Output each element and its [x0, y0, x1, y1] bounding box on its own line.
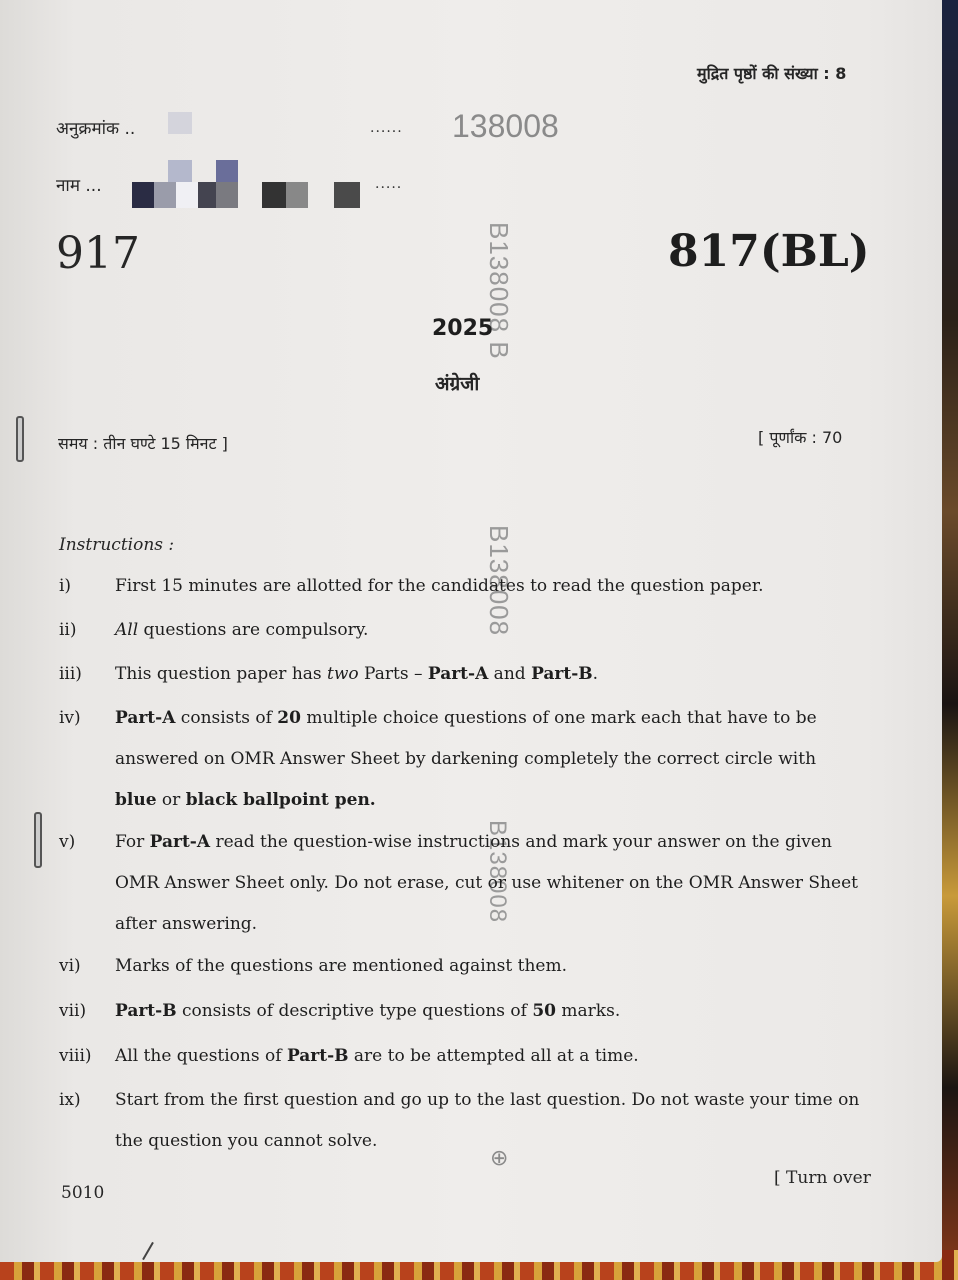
subject-title: अंग्रेजी: [435, 373, 480, 395]
instructions-heading: Instructions :: [59, 535, 175, 555]
maximum-marks: [ पूर्णांक : 70: [758, 428, 843, 447]
redacted-name-pixelation: [122, 160, 382, 210]
watermark-serial-bottom: B138008: [484, 820, 511, 924]
registration-mark-icon: ⊕: [490, 1146, 509, 1171]
roll-number-label: अनुक्रमांक ..: [56, 119, 136, 139]
instruction-text: Marks of the questions are mentioned against them.: [115, 956, 567, 976]
paper-code-left: 917: [56, 228, 140, 279]
name-label: नाम ...: [56, 176, 102, 196]
instruction-text: Start from the first question and go up to the last question. Do not waste your time on the question you cannot solve.: [115, 1090, 860, 1151]
instruction-number: iv): [59, 708, 81, 728]
watermark-serial-middle: B138008: [484, 525, 514, 637]
printed-pages-count: मुद्रित पृष्ठों की संख्या : 8: [697, 64, 847, 83]
instruction-number: v): [59, 832, 76, 852]
instruction-text: Part-A consists of 20 multiple choice questions of one mark each that have to be answered on OMR Answer Sheet by darkening completely the correct circle with blue or black ballpoint pen.: [115, 708, 817, 810]
instruction-text: Part-B consists of descriptive type questions of 50 marks.: [115, 1001, 621, 1021]
instruction-number: vii): [59, 1001, 87, 1021]
exam-year: 2025: [432, 316, 494, 341]
binding-staple-top: [16, 416, 24, 462]
pen-stroke-mark: [142, 1242, 154, 1260]
instruction-text: All questions are compulsory.: [115, 620, 369, 640]
time-allowed: समय : तीन घण्टे 15 मिनट ]: [58, 434, 228, 453]
roll-number-dots: ......: [370, 120, 403, 136]
instruction-number: vi): [59, 956, 81, 976]
watermark-serial-top: B138008 B: [484, 222, 514, 360]
instruction-text: All the questions of Part-B are to be attempted all at a time.: [115, 1046, 639, 1066]
instruction-text: This question paper has two Parts – Part-A and Part-B.: [115, 664, 599, 684]
instruction-number: viii): [59, 1046, 92, 1066]
instruction-text: First 15 minutes are allotted for the candidates to read the question paper.: [115, 576, 764, 596]
instruction-text: For Part-A read the question-wise instructions and mark your answer on the given OMR Answer Sheet only. Do not erase, cut or use whitener on the OMR Answer Sheet after answering.: [115, 832, 858, 934]
footer-code: 5010: [61, 1183, 105, 1203]
instruction-number: iii): [59, 664, 82, 684]
instruction-number: ix): [59, 1090, 81, 1110]
turn-over-note: [ Turn over: [774, 1168, 871, 1188]
name-dots: .....: [375, 176, 403, 192]
roll-number-value: 138008: [452, 108, 559, 144]
instruction-number: ii): [59, 620, 77, 640]
binding-staple-bottom: [34, 812, 42, 868]
instruction-number: i): [59, 576, 72, 596]
paper-code-right: 817(BL): [668, 226, 870, 277]
